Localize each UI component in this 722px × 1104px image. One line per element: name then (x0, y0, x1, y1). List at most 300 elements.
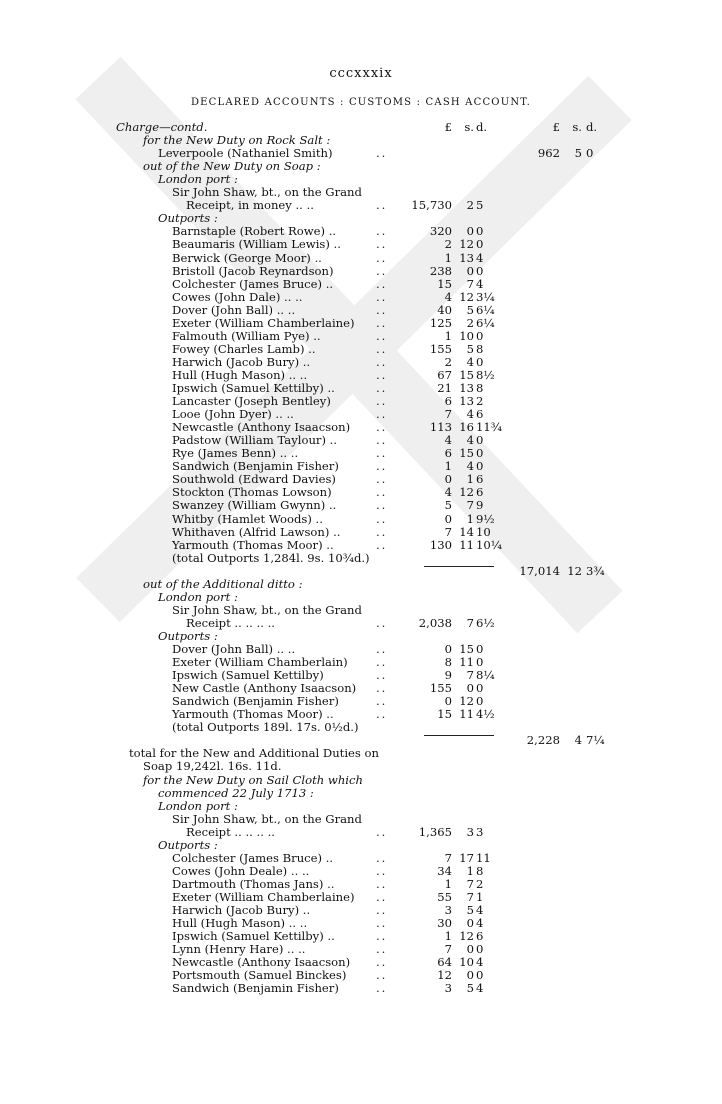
row-label: out of the New Duty on Soap : (143, 159, 321, 173)
row-label: Dover (John Ball) .. .. (172, 642, 296, 656)
row-label: Exeter (William Chamberlaine) (172, 890, 355, 904)
amount-a1: 7 (444, 851, 452, 865)
amount-a1: 1 (444, 929, 452, 943)
amount-a2: 11 (459, 655, 474, 669)
amount-a3: 10 (476, 525, 491, 539)
ledger-row (0, 656, 722, 669)
row-label: Sandwich (Benjamin Fisher) (172, 981, 339, 995)
leader-dots: .. (376, 251, 388, 265)
leader-dots: .. (376, 355, 388, 369)
amount-a1: 5 (444, 498, 452, 512)
amount-a2: 4 (466, 355, 474, 369)
amount-a1: 0 (444, 642, 452, 656)
amount-a1: 2 (444, 237, 452, 251)
amount-a3: 0 (476, 968, 484, 982)
amount-a3: 3 (476, 825, 484, 839)
row-label: Barnstaple (Robert Rowe) .. (172, 224, 337, 238)
row-label: Ipswich (Samuel Kettilby) (172, 668, 324, 682)
leader-dots: .. (376, 420, 388, 434)
leader-dots: .. (376, 903, 388, 917)
amount-a3: 0 (476, 237, 484, 251)
leader-dots: .. (376, 316, 388, 330)
leader-dots: .. (376, 877, 388, 891)
amount-a3: 10¼ (476, 538, 502, 552)
leader-dots: .. (376, 981, 388, 995)
amount-a2: 7 (466, 890, 474, 904)
row-label: Yarmouth (Thomas Moor) .. (172, 707, 334, 721)
amount-a3: 11 (476, 851, 491, 865)
ledger-row (0, 252, 722, 265)
row-label: Hull (Hugh Mason) .. .. (172, 916, 308, 930)
amount-a2: 5 (466, 303, 474, 317)
row-label: Whitby (Hamlet Woods) .. (172, 512, 323, 526)
leader-dots: .. (376, 224, 388, 238)
leader-dots: .. (376, 198, 388, 212)
amount-a2: 4 (466, 407, 474, 421)
amount-a3: 6½ (476, 616, 495, 630)
amount-a1: 7 (444, 942, 452, 956)
amount-a2: 5 (466, 342, 474, 356)
amount-a2: 1 (466, 472, 474, 486)
amount-a1: 15 (437, 277, 452, 291)
amount-a1: 8 (444, 655, 452, 669)
leader-dots: .. (376, 694, 388, 708)
amount-a1: 7 (444, 407, 452, 421)
amount-a1: 3 (444, 981, 452, 995)
amount-a3: d. (476, 120, 488, 134)
amount-a3: 4 (476, 277, 484, 291)
amount-b3: d. (586, 120, 598, 134)
amount-a1: 6 (444, 446, 452, 460)
leader-dots: .. (376, 642, 388, 656)
amount-a2: 4 (466, 459, 474, 473)
row-label: Lynn (Henry Hare) .. .. (172, 942, 306, 956)
row-label: Newcastle (Anthony Isaacson) (172, 420, 351, 434)
row-label: Receipt .. .. .. .. (186, 825, 275, 839)
amount-a1: 155 (429, 681, 452, 695)
amount-a2: 5 (466, 903, 474, 917)
amount-a1: 67 (437, 368, 452, 382)
ledger-row (0, 147, 722, 160)
leader-dots: .. (376, 955, 388, 969)
amount-a3: 6 (476, 472, 484, 486)
ledger-row (0, 160, 722, 173)
leader-dots: .. (376, 851, 388, 865)
amount-a1: 130 (429, 538, 452, 552)
ledger-row (0, 265, 722, 278)
amount-a1: 3 (444, 903, 452, 917)
ledger-row (0, 956, 722, 969)
amount-a3: 0 (476, 459, 484, 473)
amount-a2: 11 (459, 707, 474, 721)
leader-dots: .. (376, 681, 388, 695)
amount-a3: 4 (476, 903, 484, 917)
row-label: London port : (158, 590, 238, 604)
amount-b3: 7¼ (586, 733, 605, 747)
leader-dots: .. (376, 929, 388, 943)
row-label: for the New Duty on Rock Salt : (143, 133, 331, 147)
leader-dots: .. (376, 381, 388, 395)
amount-a2: 13 (459, 251, 474, 265)
row-label: Dover (John Ball) .. .. (172, 303, 296, 317)
amount-a1: 15 (437, 707, 452, 721)
row-label: Lancaster (Joseph Bentley) (172, 394, 331, 408)
row-label: Sir John Shaw, bt., on the Grand (172, 185, 362, 199)
ledger-row (0, 447, 722, 460)
ledger-row (0, 513, 722, 526)
amount-a2: 5 (466, 981, 474, 995)
amount-a3: 2 (476, 394, 484, 408)
row-label: Sir John Shaw, bt., on the Grand (172, 603, 362, 617)
amount-b2: 12 (567, 564, 582, 578)
amount-a1: 0 (444, 694, 452, 708)
ledger-row (0, 473, 722, 486)
leader-dots: .. (376, 825, 388, 839)
ledger-row (0, 865, 722, 878)
ledger-row (0, 186, 722, 199)
row-label: Colchester (James Bruce) .. (172, 277, 334, 291)
ledger-row (0, 565, 722, 578)
leader-dots: .. (376, 942, 388, 956)
amount-a1: £ (444, 120, 452, 134)
ledger-row (0, 891, 722, 904)
amount-a1: 1 (444, 459, 452, 473)
amount-a1: 1 (444, 251, 452, 265)
row-label: Beaumaris (William Lewis) .. (172, 237, 341, 251)
ledger-row (0, 134, 722, 147)
amount-a3: 0 (476, 681, 484, 695)
leader-dots: .. (376, 342, 388, 356)
row-label: (total Outports 1,284l. 9s. 10¾d.) (172, 551, 370, 565)
row-label: Cowes (John Dale) .. .. (172, 290, 303, 304)
amount-a3: 5 (476, 198, 484, 212)
amount-a3: 9 (476, 498, 484, 512)
ledger-row (0, 526, 722, 539)
amount-a1: 15,730 (411, 198, 452, 212)
row-label: Harwich (Jacob Bury) .. (172, 903, 311, 917)
row-label: Southwold (Edward Davies) (172, 472, 336, 486)
ledger-row (0, 304, 722, 317)
amount-a3: 4 (476, 251, 484, 265)
amount-a2: 3 (466, 825, 474, 839)
leader-dots: .. (376, 968, 388, 982)
amount-a1: 64 (437, 955, 452, 969)
amount-a2: 11 (459, 538, 474, 552)
amount-a3: 8 (476, 342, 484, 356)
ledger-row (0, 826, 722, 839)
amount-b2: 4 (574, 733, 582, 747)
ledger-row (0, 238, 722, 251)
amount-a3: 0 (476, 329, 484, 343)
ledger-row (0, 343, 722, 356)
leader-dots: .. (376, 512, 388, 526)
ledger-row (0, 669, 722, 682)
ledger-row (0, 395, 722, 408)
row-label: Leverpoole (Nathaniel Smith) (158, 146, 333, 160)
amount-a3: 6 (476, 485, 484, 499)
amount-a2: 7 (466, 616, 474, 630)
amount-a2: 0 (466, 224, 474, 238)
amount-b1: 962 (537, 146, 560, 160)
amount-a3: 6 (476, 929, 484, 943)
row-label: Bristoll (Jacob Reynardson) (172, 264, 334, 278)
amount-a2: 7 (466, 498, 474, 512)
amount-a1: 21 (437, 381, 452, 395)
amount-a3: 6¼ (476, 303, 495, 317)
ledger-row (0, 904, 722, 917)
row-label: Colchester (James Bruce) .. (172, 851, 334, 865)
ledger-row (0, 643, 722, 656)
ledger-row (0, 330, 722, 343)
amount-a3: 0 (476, 264, 484, 278)
row-label: Outports : (158, 838, 218, 852)
amount-b1: £ (552, 120, 560, 134)
amount-a3: 0 (476, 224, 484, 238)
row-label: Sandwich (Benjamin Fisher) (172, 459, 339, 473)
row-label: Padstow (William Taylour) .. (172, 433, 338, 447)
row-label: Sandwich (Benjamin Fisher) (172, 694, 339, 708)
row-label: Outports : (158, 211, 218, 225)
amount-a3: 8 (476, 381, 484, 395)
leader-dots: .. (376, 864, 388, 878)
ledger-row (0, 982, 722, 995)
amount-a2: 1 (466, 864, 474, 878)
row-label: London port : (158, 799, 238, 813)
row-label: Stockton (Thomas Lowson) (172, 485, 332, 499)
amount-a2: 12 (459, 694, 474, 708)
leader-dots: .. (376, 303, 388, 317)
amount-a2: 14 (459, 525, 474, 539)
leader-dots: .. (376, 890, 388, 904)
row-label: Falmouth (William Pye) .. (172, 329, 321, 343)
page-number: cccxxxix (329, 66, 393, 81)
amount-a2: 10 (459, 955, 474, 969)
amount-a2: 7 (466, 668, 474, 682)
amount-a3: 11¾ (476, 420, 502, 434)
amount-a2: 12 (459, 290, 474, 304)
row-label: Looe (John Dyer) .. .. (172, 407, 294, 421)
amount-a1: 12 (437, 968, 452, 982)
amount-a1: 6 (444, 394, 452, 408)
ledger-row (0, 317, 722, 330)
ledger-row (0, 499, 722, 512)
amount-b1: 2,228 (526, 733, 560, 747)
amount-a1: 4 (444, 290, 452, 304)
amount-b2: s. (572, 120, 582, 134)
ledger-row (0, 578, 722, 591)
amount-a3: 8¼ (476, 668, 495, 682)
amount-a2: 10 (459, 329, 474, 343)
ledger-row (0, 291, 722, 304)
amount-a3: 0 (476, 694, 484, 708)
leader-dots: .. (376, 146, 388, 160)
ledger-row (0, 930, 722, 943)
amount-a2: 16 (459, 420, 474, 434)
amount-a2: 12 (459, 929, 474, 943)
leader-dots: .. (376, 498, 388, 512)
row-label: (total Outports 189l. 17s. 0½d.) (172, 720, 359, 734)
amount-a3: 3¼ (476, 290, 495, 304)
amount-a2: 13 (459, 381, 474, 395)
amount-a2: 15 (459, 368, 474, 382)
row-label: Exeter (William Chamberlain) (172, 655, 348, 669)
ledger-row (0, 460, 722, 473)
amount-a2: 4 (466, 433, 474, 447)
row-label: Ipswich (Samuel Kettilby) .. (172, 929, 335, 943)
ledger-row (0, 721, 722, 734)
ledger-row (0, 382, 722, 395)
ledger-row (0, 774, 722, 787)
leader-dots: .. (376, 446, 388, 460)
row-label: Yarmouth (Thomas Moor) .. (172, 538, 334, 552)
amount-a3: 4 (476, 916, 484, 930)
leader-dots: .. (376, 368, 388, 382)
ledger-row (0, 604, 722, 617)
amount-a3: 0 (476, 655, 484, 669)
amount-a1: 1 (444, 877, 452, 891)
amount-a3: 4½ (476, 707, 495, 721)
ledger-row (0, 708, 722, 721)
row-label: Hull (Hugh Mason) .. .. (172, 368, 308, 382)
amount-a2: 7 (466, 877, 474, 891)
amount-a3: 0 (476, 433, 484, 447)
ledger-row (0, 682, 722, 695)
amount-a1: 4 (444, 433, 452, 447)
amount-a3: 4 (476, 981, 484, 995)
amount-a2: 17 (459, 851, 474, 865)
ledger-row (0, 617, 722, 630)
ledger-row (0, 630, 722, 643)
row-label: Cowes (John Deale) .. .. (172, 864, 310, 878)
leader-dots: .. (376, 329, 388, 343)
ledger-row (0, 278, 722, 291)
leader-dots: .. (376, 459, 388, 473)
ledger-row (0, 434, 722, 447)
amount-a2: s. (464, 120, 474, 134)
amount-b2: 5 (574, 146, 582, 160)
ledger-row (0, 408, 722, 421)
amount-b3: 0 (586, 146, 594, 160)
amount-a1: 125 (429, 316, 452, 330)
amount-a1: 0 (444, 472, 452, 486)
running-head: DECLARED ACCOUNTS : CUSTOMS : CASH ACCOUNT. (190, 97, 532, 108)
amount-a2: 0 (466, 264, 474, 278)
amount-a2: 0 (466, 916, 474, 930)
row-label: Outports : (158, 629, 218, 643)
leader-dots: .. (376, 290, 388, 304)
row-label: Harwich (Jacob Bury) .. (172, 355, 311, 369)
row-label: for the New Duty on Sail Cloth which (143, 773, 363, 787)
leader-dots: .. (376, 916, 388, 930)
amount-a2: 12 (459, 485, 474, 499)
ledger-row (0, 356, 722, 369)
amount-a3: 0 (476, 446, 484, 460)
leader-dots: .. (376, 525, 388, 539)
amount-a1: 55 (437, 890, 452, 904)
leader-dots: .. (376, 433, 388, 447)
row-label: Receipt, in money .. .. (186, 198, 314, 212)
ledger-row (0, 486, 722, 499)
amount-a3: 9½ (476, 512, 495, 526)
row-label: London port : (158, 172, 238, 186)
amount-a3: 6¼ (476, 316, 495, 330)
amount-a2: 0 (466, 681, 474, 695)
ledger-row (0, 787, 722, 800)
amount-a2: 7 (466, 277, 474, 291)
row-label: Rye (James Benn) .. .. (172, 446, 299, 460)
amount-a1: 9 (444, 668, 452, 682)
ledger-row (0, 552, 722, 565)
amount-a1: 0 (444, 512, 452, 526)
leader-dots: .. (376, 655, 388, 669)
amount-a2: 2 (466, 198, 474, 212)
ledger-row (0, 760, 722, 773)
leader-dots: .. (376, 616, 388, 630)
amount-a2: 2 (466, 316, 474, 330)
ledger-row (0, 852, 722, 865)
leader-dots: .. (376, 264, 388, 278)
amount-a3: 0 (476, 642, 484, 656)
ledger-row (0, 369, 722, 382)
amount-a2: 13 (459, 394, 474, 408)
ledger-row (0, 813, 722, 826)
amount-a3: 4 (476, 955, 484, 969)
leader-dots: .. (376, 707, 388, 721)
row-label: Dartmouth (Thomas Jans) .. (172, 877, 335, 891)
amount-a1: 7 (444, 525, 452, 539)
row-label: commenced 22 July 1713 : (158, 786, 314, 800)
amount-a1: 30 (437, 916, 452, 930)
amount-a3: 0 (476, 942, 484, 956)
row-label: Fowey (Charles Lamb) .. (172, 342, 316, 356)
ledger-row (0, 421, 722, 434)
leader-dots: .. (376, 668, 388, 682)
leader-dots: .. (376, 472, 388, 486)
amount-a3: 8 (476, 864, 484, 878)
amount-a2: 15 (459, 642, 474, 656)
ledger-row (0, 878, 722, 891)
amount-a2: 12 (459, 237, 474, 251)
amount-b1: 17,014 (519, 564, 560, 578)
amount-a1: 2 (444, 355, 452, 369)
row-label: Exeter (William Chamberlaine) (172, 316, 355, 330)
row-label: Newcastle (Anthony Isaacson) (172, 955, 351, 969)
amount-a2: 15 (459, 446, 474, 460)
amount-a2: 0 (466, 942, 474, 956)
amount-a1: 34 (437, 864, 452, 878)
row-label: Receipt .. .. .. .. (186, 616, 275, 630)
ledger-row (0, 199, 722, 212)
leader-dots: .. (376, 237, 388, 251)
ledger-row (0, 747, 722, 760)
row-label: Soap 19,242l. 16s. 11d. (143, 759, 282, 773)
amount-a1: 155 (429, 342, 452, 356)
amount-a1: 238 (429, 264, 452, 278)
amount-a2: 1 (466, 512, 474, 526)
amount-a3: 0 (476, 355, 484, 369)
amount-a3: 6 (476, 407, 484, 421)
amount-a3: 2 (476, 877, 484, 891)
amount-a3: 1 (476, 890, 484, 904)
amount-a1: 2,038 (418, 616, 452, 630)
row-label: out of the Additional ditto : (143, 577, 303, 591)
leader-dots: .. (376, 485, 388, 499)
amount-a1: 4 (444, 485, 452, 499)
amount-a1: 113 (429, 420, 452, 434)
row-label: Portsmouth (Samuel Binckes) (172, 968, 347, 982)
ledger-row (0, 695, 722, 708)
row-label: Whithaven (Alfrid Lawson) .. (172, 525, 341, 539)
